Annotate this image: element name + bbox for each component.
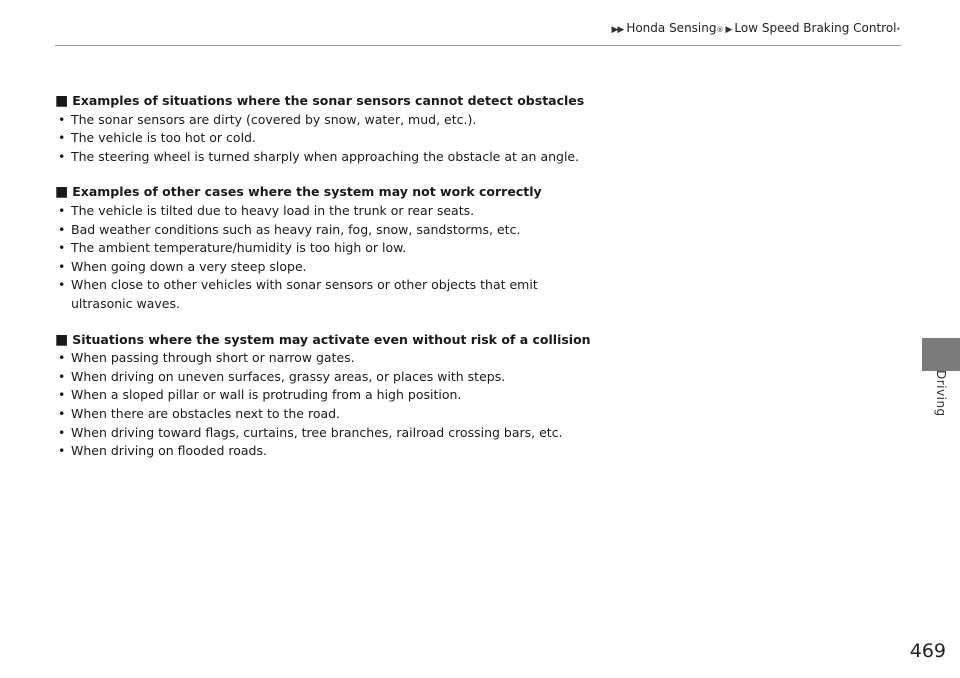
page-content <box>55 92 755 478</box>
chapter-tab-label: Driving <box>934 370 948 417</box>
list-item <box>55 129 755 148</box>
list-item <box>55 349 755 368</box>
bullet-icon: • <box>58 405 66 421</box>
bullet-list <box>55 111 755 167</box>
list-item <box>55 368 755 387</box>
section-heading-text: Examples of other cases where the system may not work correctly <box>72 184 542 200</box>
bullet-list <box>55 349 755 461</box>
bullet-icon: • <box>58 221 66 237</box>
list-item <box>55 442 755 461</box>
registered-mark: ® <box>716 26 724 34</box>
section-sonar-cannot-detect <box>55 92 755 166</box>
section-heading <box>55 92 755 111</box>
bullet-icon: • <box>58 350 66 366</box>
breadcrumb-item-low-speed-braking[interactable]: Low Speed Braking Control <box>734 21 897 35</box>
list-item-text: The vehicle is tilted due to heavy load in the trunk or rear seats. <box>71 202 475 218</box>
list-item-text: The sonar sensors are dirty (covered by snow, water, mud, etc.). <box>71 111 477 127</box>
list-item-text: When passing through short or narrow gates. <box>71 350 355 366</box>
bullet-list <box>55 202 755 314</box>
section-may-not-work <box>55 183 755 313</box>
list-item <box>55 221 755 240</box>
list-item <box>55 258 755 277</box>
section-heading <box>55 331 755 350</box>
section-heading <box>55 183 755 202</box>
list-item-text: When there are obstacles next to the road. <box>71 405 341 421</box>
bullet-icon: • <box>58 277 66 293</box>
section-false-activation <box>55 331 755 461</box>
list-item-text: When close to other vehicles with sonar sensors or other objects that emit ultrasonic waves. <box>71 277 538 311</box>
list-item-text: When a sloped pillar or wall is protruding from a high position. <box>71 387 462 403</box>
section-heading-text: Situations where the system may activate even without risk of a collision <box>72 331 591 347</box>
arrow-icon: ▶ <box>725 25 733 35</box>
list-item-text: The steering wheel is turned sharply when approaching the obstacle at an angle. <box>71 148 580 164</box>
square-bullet-icon: ■ <box>55 331 69 348</box>
double-arrow-icon: ▶▶ <box>611 25 624 35</box>
chapter-tab[interactable] <box>922 338 960 371</box>
list-item <box>55 239 755 258</box>
list-item-text: When going down a very steep slope. <box>71 258 307 274</box>
bullet-icon: • <box>58 111 66 127</box>
list-item-text: When driving toward flags, curtains, tree branches, railroad crossing bars, etc. <box>71 424 563 440</box>
bullet-icon: • <box>58 240 66 256</box>
bullet-icon: • <box>58 368 66 384</box>
page-number: 469 <box>909 640 946 662</box>
bullet-icon: • <box>58 443 66 459</box>
list-item-text: Bad weather conditions such as heavy rain, fog, snow, sandstorms, etc. <box>71 221 521 237</box>
bullet-icon: • <box>58 202 66 218</box>
list-item-text: When driving on flooded roads. <box>71 443 267 459</box>
list-item-text: When driving on uneven surfaces, grassy areas, or places with steps. <box>71 368 506 384</box>
square-bullet-icon: ■ <box>55 93 69 109</box>
list-item <box>55 276 541 313</box>
list-item <box>55 148 755 167</box>
breadcrumb-item-honda-sensing[interactable]: Honda Sensing <box>626 21 717 35</box>
list-item <box>55 111 755 130</box>
square-bullet-icon: ■ <box>55 184 69 201</box>
list-item <box>55 202 755 221</box>
list-item <box>55 386 755 405</box>
list-item-text: The ambient temperature/humidity is too high or low. <box>71 240 407 256</box>
header-divider <box>55 45 901 46</box>
list-item <box>55 424 755 443</box>
bullet-icon: • <box>58 387 66 403</box>
bullet-icon: • <box>58 130 66 146</box>
bullet-icon: • <box>58 258 66 274</box>
list-item <box>55 405 755 424</box>
bullet-icon: • <box>58 148 66 164</box>
list-item-text: The vehicle is too hot or cold. <box>71 130 256 146</box>
section-heading-text: Examples of situations where the sonar sensors cannot detect obstacles <box>72 93 585 108</box>
bullet-icon: • <box>58 424 66 440</box>
breadcrumb <box>611 21 900 35</box>
asterisk-mark: * <box>896 26 900 34</box>
